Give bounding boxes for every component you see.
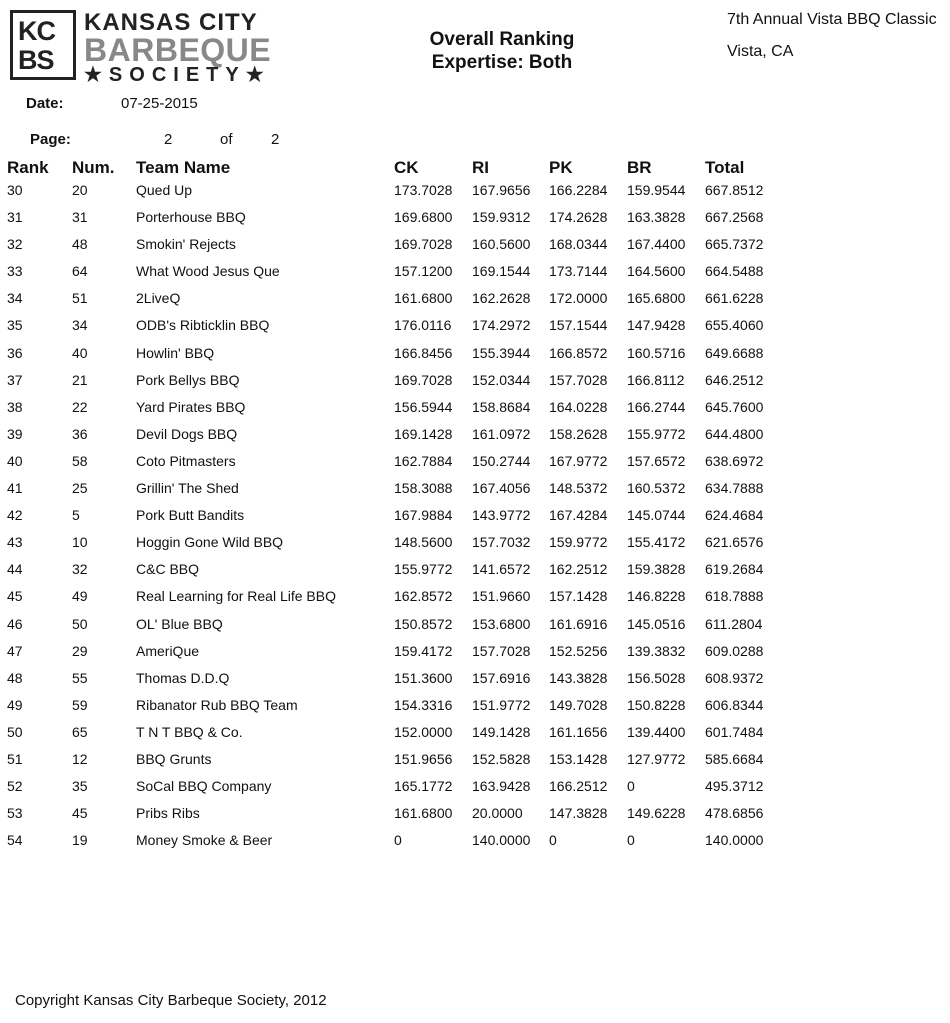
rank-cell: 51 (7, 750, 23, 767)
ck-cell: 169.7028 (394, 371, 453, 388)
ri-cell: 143.9772 (472, 507, 531, 524)
pk-cell: 162.2512 (549, 561, 608, 578)
br-cell: 159.9544 (627, 182, 686, 198)
br-cell: 165.6800 (627, 290, 686, 307)
team-name-cell: AmeriQue (136, 642, 200, 659)
br-cell: 160.5372 (627, 480, 686, 497)
table-row (0, 286, 950, 313)
ri-cell: 158.8684 (472, 398, 531, 415)
num-cell: 20 (72, 182, 88, 198)
ri-cell: 161.0972 (472, 425, 531, 442)
br-cell: 139.3832 (627, 642, 686, 659)
total-cell: 585.6684 (705, 750, 764, 767)
num-cell: 55 (72, 669, 88, 686)
rank-cell: 41 (7, 480, 23, 497)
rank-cell: 47 (7, 642, 23, 659)
num-cell: 31 (72, 209, 88, 226)
team-name-cell: BBQ Grunts (136, 750, 212, 767)
pk-cell: 166.2284 (549, 182, 608, 198)
pk-cell: 167.9772 (549, 452, 608, 469)
num-cell: 21 (72, 371, 88, 388)
header-br: BR (627, 158, 652, 177)
table-row (0, 232, 950, 259)
table-row (0, 178, 950, 205)
total-cell: 609.0288 (705, 642, 764, 659)
ri-cell: 157.7032 (472, 534, 531, 551)
total-cell: 664.5488 (705, 263, 764, 280)
header-ck: CK (394, 158, 419, 177)
num-cell: 51 (72, 290, 88, 307)
ck-cell: 176.0116 (394, 317, 452, 334)
ck-cell: 150.8572 (394, 615, 453, 632)
num-cell: 36 (72, 425, 88, 442)
total-cell: 661.6228 (705, 290, 764, 307)
rank-cell: 43 (7, 534, 23, 551)
team-name-cell: OL' Blue BBQ (136, 615, 223, 632)
br-cell: 166.8112 (627, 371, 685, 388)
total-cell: 649.6688 (705, 344, 764, 361)
page-current: 2 (164, 131, 173, 148)
pk-cell: 167.4284 (549, 507, 608, 524)
table-row (0, 557, 950, 584)
header-num: Num. (72, 158, 115, 177)
br-cell: 127.9772 (627, 750, 686, 767)
br-cell: 163.3828 (627, 209, 686, 226)
br-cell: 149.6228 (627, 805, 686, 822)
ri-cell: 150.2744 (472, 452, 531, 469)
total-cell: 618.7888 (705, 588, 764, 605)
ck-cell: 156.5944 (394, 398, 453, 415)
page-of: of (220, 131, 233, 148)
total-cell: 665.7372 (705, 236, 764, 253)
ck-cell: 166.8456 (394, 344, 453, 361)
team-name-cell: Qued Up (136, 182, 193, 198)
ck-cell: 167.9884 (394, 507, 453, 524)
ck-cell: 152.0000 (394, 723, 453, 740)
ri-cell: 167.9656 (472, 182, 531, 198)
br-cell: 157.6572 (627, 452, 686, 469)
rank-cell: 49 (7, 696, 23, 713)
pk-cell: 173.7144 (549, 263, 608, 280)
br-cell: 0 (627, 832, 635, 849)
num-cell: 48 (72, 236, 88, 253)
table-row (0, 801, 950, 828)
ck-cell: 162.7884 (394, 452, 453, 469)
rank-cell: 30 (7, 182, 23, 198)
pk-cell: 158.2628 (549, 425, 608, 442)
table-row (0, 666, 950, 693)
team-name-cell: Smokin' Rejects (136, 236, 236, 253)
ck-cell: 151.9656 (394, 750, 453, 767)
total-cell: 621.6576 (705, 534, 764, 551)
table-row (0, 774, 950, 801)
pk-cell: 0 (549, 832, 557, 849)
num-cell: 64 (72, 263, 88, 280)
team-name-cell: Pork Bellys BBQ (136, 371, 240, 388)
br-cell: 166.2744 (627, 398, 686, 415)
table-row (0, 530, 950, 557)
num-cell: 40 (72, 344, 88, 361)
br-cell: 0 (627, 778, 635, 795)
team-name-cell: Grillin' The Shed (136, 480, 239, 497)
pk-cell: 157.1544 (549, 317, 608, 334)
logo-mark-top: KC (18, 16, 55, 46)
ri-cell: 152.5828 (472, 750, 531, 767)
copyright-footer: Copyright Kansas City Barbeque Society, 2012 (15, 992, 327, 1009)
num-cell: 65 (72, 723, 88, 740)
report-title (402, 28, 602, 74)
team-name-cell: Ribanator Rub BBQ Team (136, 696, 298, 713)
num-cell: 12 (72, 750, 88, 767)
total-cell: 667.2568 (705, 209, 764, 226)
ck-cell: 0 (394, 832, 402, 849)
report-title-line-2: Expertise: Both (431, 52, 573, 73)
total-cell: 140.0000 (705, 832, 764, 849)
total-cell: 667.8512 (705, 182, 764, 198)
pk-cell: 166.8572 (549, 344, 608, 361)
rank-cell: 48 (7, 669, 23, 686)
ck-cell: 162.8572 (394, 588, 453, 605)
ri-cell: 151.9772 (472, 696, 531, 713)
num-cell: 32 (72, 561, 88, 578)
table-row (0, 259, 950, 286)
total-cell: 644.4800 (705, 425, 764, 442)
logo-wordmark (84, 10, 271, 86)
team-name-cell: C&C BBQ (136, 561, 200, 578)
logo-line-1: KANSAS CITY (84, 9, 258, 36)
br-cell: 147.9428 (627, 317, 686, 334)
br-cell: 139.4400 (627, 723, 686, 740)
team-name-cell: Howlin' BBQ (136, 344, 215, 361)
rank-cell: 34 (7, 290, 23, 307)
page-total: 2 (271, 131, 280, 148)
total-cell: 601.7484 (705, 723, 764, 740)
num-cell: 49 (72, 588, 88, 605)
logo-line-2: BARBEQUE (84, 32, 272, 68)
table-row (0, 313, 950, 340)
num-cell: 5 (72, 507, 80, 524)
table-row (0, 476, 950, 503)
event-name: 7th Annual Vista BBQ Classic (727, 11, 937, 28)
team-name-cell: ODB's Ribticklin BBQ (136, 317, 270, 334)
ri-cell: 20.0000 (472, 805, 523, 822)
ck-cell: 169.6800 (394, 209, 453, 226)
ck-cell: 165.1772 (394, 778, 453, 795)
pk-cell: 148.5372 (549, 480, 608, 497)
ck-cell: 173.7028 (394, 182, 453, 198)
table-row (0, 639, 950, 666)
br-cell: 150.8228 (627, 696, 686, 713)
pk-cell: 172.0000 (549, 290, 608, 307)
date-value: 07-25-2015 (121, 95, 198, 112)
header-team-name: Team Name (136, 158, 231, 177)
team-name-cell: 2LiveQ (136, 290, 181, 307)
rank-cell: 45 (7, 588, 23, 605)
total-cell: 611.2804 (705, 615, 763, 632)
ck-cell: 169.1428 (394, 425, 453, 442)
pk-cell: 164.0228 (549, 398, 608, 415)
table-row (0, 205, 950, 232)
table-row (0, 449, 950, 476)
header-total: Total (705, 158, 745, 177)
rank-cell: 44 (7, 561, 23, 578)
num-cell: 34 (72, 317, 88, 334)
team-name-cell: Pork Butt Bandits (136, 507, 245, 524)
rank-cell: 33 (7, 263, 23, 280)
table-row (0, 828, 950, 855)
pk-cell: 143.3828 (549, 669, 608, 686)
rank-cell: 36 (7, 344, 23, 361)
rank-cell: 35 (7, 317, 23, 334)
ri-cell: 149.1428 (472, 723, 531, 740)
rank-cell: 53 (7, 805, 23, 822)
ri-cell: 152.0344 (472, 371, 531, 388)
ck-cell: 158.3088 (394, 480, 453, 497)
rank-cell: 42 (7, 507, 23, 524)
ck-cell: 148.5600 (394, 534, 453, 551)
logo-mark-bottom: BS (18, 45, 54, 75)
report-title-line-1: Overall Ranking (429, 29, 575, 50)
total-cell: 638.6972 (705, 452, 764, 469)
ri-cell: 169.1544 (472, 263, 531, 280)
rank-cell: 46 (7, 615, 23, 632)
team-name-cell: T N T BBQ & Co. (136, 723, 243, 740)
total-cell: 634.7888 (705, 480, 764, 497)
ri-cell: 157.6916 (472, 669, 531, 686)
ck-cell: 155.9772 (394, 561, 453, 578)
logo-line-3: ★SOCIETY★ (84, 64, 271, 86)
total-cell: 624.4684 (705, 507, 764, 524)
event-location: Vista, CA (727, 43, 794, 60)
table-row (0, 395, 950, 422)
ri-cell: 160.5600 (472, 236, 531, 253)
br-cell: 159.3828 (627, 561, 686, 578)
table-row (0, 747, 950, 774)
ck-cell: 151.3600 (394, 669, 453, 686)
total-cell: 495.3712 (705, 778, 764, 795)
ck-cell: 157.1200 (394, 263, 453, 280)
rank-cell: 39 (7, 425, 23, 442)
rank-cell: 37 (7, 371, 23, 388)
num-cell: 29 (72, 642, 88, 659)
team-name-cell: Porterhouse BBQ (136, 209, 246, 226)
ri-cell: 155.3944 (472, 344, 531, 361)
ri-cell: 167.4056 (472, 480, 531, 497)
pk-cell: 157.7028 (549, 371, 608, 388)
ck-cell: 161.6800 (394, 805, 453, 822)
ranking-table-body (0, 178, 950, 855)
ri-cell: 153.6800 (472, 615, 531, 632)
header-pk: PK (549, 158, 573, 177)
team-name-cell: Devil Dogs BBQ (136, 425, 238, 442)
ck-cell: 154.3316 (394, 696, 453, 713)
team-name-cell: Coto Pitmasters (136, 452, 236, 469)
br-cell: 145.0744 (627, 507, 686, 524)
total-cell: 645.7600 (705, 398, 764, 415)
rank-cell: 50 (7, 723, 23, 740)
rank-cell: 52 (7, 778, 23, 795)
table-row (0, 503, 950, 530)
br-cell: 156.5028 (627, 669, 686, 686)
ri-cell: 174.2972 (472, 317, 531, 334)
page-label: Page: (30, 131, 71, 148)
num-cell: 59 (72, 696, 88, 713)
ri-cell: 157.7028 (472, 642, 531, 659)
num-cell: 25 (72, 480, 88, 497)
total-cell: 646.2512 (705, 371, 764, 388)
team-name-cell: Real Learning for Real Life BBQ (136, 588, 336, 605)
kcbs-logo-mark (10, 10, 76, 80)
total-cell: 619.2684 (705, 561, 764, 578)
total-cell: 606.8344 (705, 696, 764, 713)
rank-cell: 54 (7, 832, 23, 849)
num-cell: 50 (72, 615, 88, 632)
team-name-cell: Hoggin Gone Wild BBQ (136, 534, 284, 551)
ck-cell: 161.6800 (394, 290, 453, 307)
ri-cell: 162.2628 (472, 290, 531, 307)
team-name-cell: Thomas D.D.Q (136, 669, 230, 686)
table-row (0, 612, 950, 639)
total-cell: 655.4060 (705, 317, 764, 334)
team-name-cell: Money Smoke & Beer (136, 832, 273, 849)
pk-cell: 174.2628 (549, 209, 608, 226)
pk-cell: 161.1656 (549, 723, 608, 740)
pk-cell: 149.7028 (549, 696, 608, 713)
ri-cell: 141.6572 (472, 561, 531, 578)
ri-cell: 151.9660 (472, 588, 531, 605)
br-cell: 160.5716 (627, 344, 686, 361)
header-ri: RI (472, 158, 489, 177)
team-name-cell: Pribs Ribs (136, 805, 200, 822)
ri-cell: 159.9312 (472, 209, 531, 226)
num-cell: 58 (72, 452, 88, 469)
team-name-cell: SoCal BBQ Company (136, 778, 272, 795)
pk-cell: 153.1428 (549, 750, 608, 767)
table-row (0, 720, 950, 747)
pk-cell: 147.3828 (549, 805, 608, 822)
table-row (0, 422, 950, 449)
total-cell: 478.6856 (705, 805, 764, 822)
pk-cell: 166.2512 (549, 778, 608, 795)
table-row (0, 693, 950, 720)
br-cell: 167.4400 (627, 236, 686, 253)
pk-cell: 157.1428 (549, 588, 608, 605)
rank-cell: 38 (7, 398, 23, 415)
pk-cell: 159.9772 (549, 534, 608, 551)
header-rank: Rank (7, 158, 49, 177)
br-cell: 155.4172 (627, 534, 686, 551)
num-cell: 35 (72, 778, 88, 795)
table-row (0, 584, 950, 611)
br-cell: 155.9772 (627, 425, 686, 442)
rank-cell: 40 (7, 452, 23, 469)
team-name-cell: What Wood Jesus Que (136, 263, 280, 280)
pk-cell: 168.0344 (549, 236, 608, 253)
num-cell: 10 (72, 534, 88, 551)
rank-cell: 32 (7, 236, 23, 253)
num-cell: 19 (72, 832, 88, 849)
total-cell: 608.9372 (705, 669, 764, 686)
pk-cell: 161.6916 (549, 615, 608, 632)
br-cell: 145.0516 (627, 615, 686, 632)
pk-cell: 152.5256 (549, 642, 608, 659)
ri-cell: 163.9428 (472, 778, 531, 795)
br-cell: 164.5600 (627, 263, 686, 280)
ck-cell: 159.4172 (394, 642, 453, 659)
num-cell: 45 (72, 805, 88, 822)
ck-cell: 169.7028 (394, 236, 453, 253)
kcbs-logo (10, 9, 282, 86)
table-row (0, 341, 950, 368)
ri-cell: 140.0000 (472, 832, 531, 849)
num-cell: 22 (72, 398, 88, 415)
rank-cell: 31 (7, 209, 23, 226)
br-cell: 146.8228 (627, 588, 686, 605)
date-label: Date: (26, 95, 64, 112)
team-name-cell: Yard Pirates BBQ (136, 398, 246, 415)
table-row (0, 368, 950, 395)
